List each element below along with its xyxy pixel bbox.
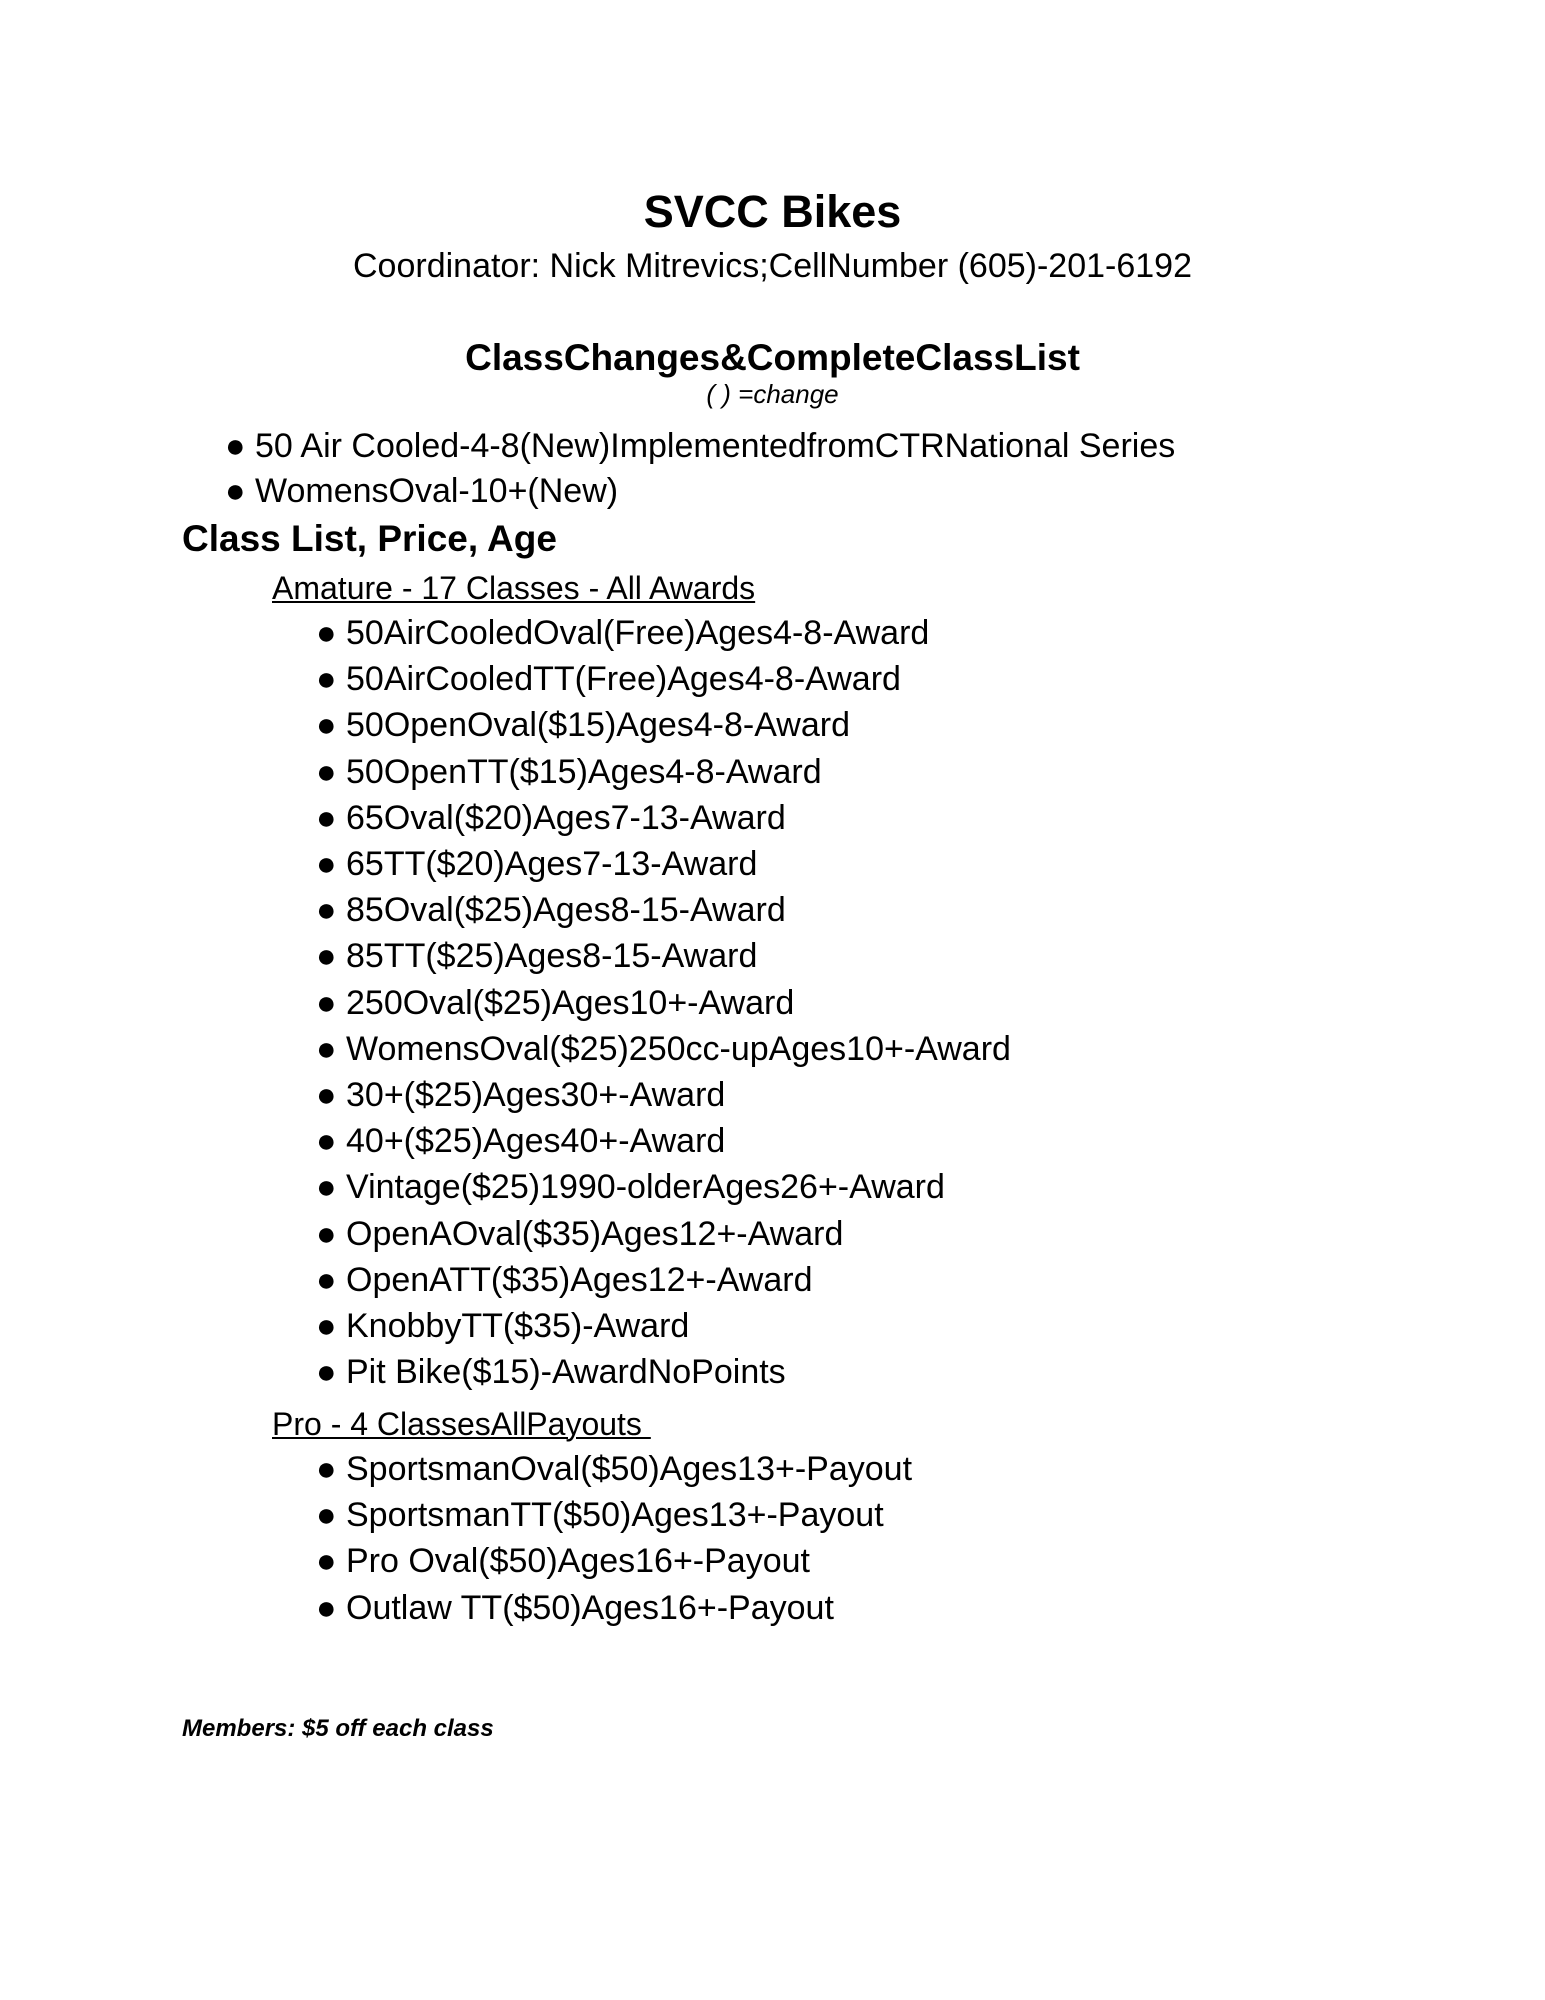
list-item-text: OpenAOval($35)Ages12+-Award (346, 1214, 844, 1253)
amateur-group-heading: Amature - 17 Classes - All Awards (272, 570, 756, 606)
list-item-text: 85Oval($25)Ages8-15-Award (346, 891, 786, 930)
list-item (316, 656, 1011, 702)
bullet-icon: ● (316, 706, 337, 745)
list-item-text: 50AirCooledOval(Free)Ages4-8-Award (346, 614, 930, 652)
bullet-icon: ● (316, 1307, 337, 1346)
list-item (316, 887, 1011, 933)
list-item-text: Outlaw TT($50)Ages16+-Payout (346, 1588, 834, 1627)
list-item (316, 933, 1011, 979)
list-item-text: WomensOval-10+(New) (255, 472, 619, 510)
class-changes-list (225, 424, 1175, 514)
list-item-text: WomensOval($25)250cc-upAges10+-Award (346, 1029, 1011, 1068)
class-list-heading: Class List, Price, Age (182, 518, 557, 559)
bullet-icon: ● (316, 1588, 337, 1627)
list-item-text: 250Oval($25)Ages10+-Award (346, 983, 795, 1022)
list-item-text: Vintage($25)1990-olderAges26+-Award (346, 1168, 945, 1207)
bullet-icon: ● (316, 614, 337, 652)
coordinator-line: Coordinator: Nick Mitrevics;CellNumber (605)-201-6192 (353, 247, 1192, 285)
bullet-icon: ● (316, 798, 337, 837)
list-item-text: Pit Bike($15)-AwardNoPoints (346, 1353, 786, 1392)
list-item-text: OpenATT($35)Ages12+-Award (346, 1260, 813, 1299)
list-item (316, 1538, 912, 1584)
list-item (316, 1072, 1011, 1118)
list-item (316, 749, 1011, 795)
list-item-text: SportsmanOval($50)Ages13+-Payout (346, 1450, 913, 1488)
bullet-icon: ● (225, 472, 246, 510)
list-item-text: 65Oval($20)Ages7-13-Award (346, 798, 786, 837)
bullet-icon: ● (316, 1496, 337, 1535)
bullet-icon: ● (316, 1353, 337, 1392)
list-item (316, 1164, 1011, 1210)
list-item (316, 1026, 1011, 1072)
list-item (316, 795, 1011, 841)
change-legend-note: ( ) =change (706, 379, 839, 409)
list-item-text: 50OpenTT($15)Ages4-8-Award (346, 752, 822, 791)
bullet-icon: ● (316, 1029, 337, 1068)
bullet-icon: ● (316, 1542, 337, 1581)
bullet-icon: ● (316, 1260, 337, 1299)
list-item (316, 1118, 1011, 1164)
list-item-text: 50 Air Cooled-4-8(New)ImplementedfromCTRNational Series (255, 427, 1176, 465)
list-item (316, 702, 1011, 748)
list-item (316, 610, 1011, 656)
list-item (316, 1349, 1011, 1395)
list-item-text: 40+($25)Ages40+-Award (346, 1122, 726, 1161)
list-item-text: 50AirCooledTT(Free)Ages4-8-Award (346, 660, 901, 699)
list-item (225, 424, 1175, 469)
class-changes-title: ClassChanges&CompleteClassList (465, 337, 1080, 378)
bullet-icon: ● (316, 660, 337, 699)
list-item-text: 30+($25)Ages30+-Award (346, 1076, 726, 1115)
bullet-icon: ● (316, 1122, 337, 1161)
list-item (316, 1257, 1011, 1303)
pro-class-list (316, 1446, 912, 1631)
list-item (316, 980, 1011, 1026)
bullet-icon: ● (316, 752, 337, 791)
bullet-icon: ● (316, 1168, 337, 1207)
bullet-icon: ● (316, 937, 337, 976)
list-item (316, 1446, 912, 1492)
amateur-class-list (316, 610, 1011, 1395)
list-item (316, 1211, 1011, 1257)
bullet-icon: ● (316, 983, 337, 1022)
members-discount-note: Members: $5 off each class (182, 1715, 494, 1742)
list-item (316, 841, 1011, 887)
list-item-text: KnobbyTT($35)-Award (346, 1307, 690, 1346)
list-item-text: SportsmanTT($50)Ages13+-Payout (346, 1496, 884, 1535)
bullet-icon: ● (225, 427, 246, 465)
bullet-icon: ● (316, 1214, 337, 1253)
bullet-icon: ● (316, 1076, 337, 1115)
bullet-icon: ● (316, 1450, 337, 1488)
bullet-icon: ● (316, 891, 337, 930)
list-item (316, 1303, 1011, 1349)
bullet-icon: ● (316, 845, 337, 884)
list-item (225, 469, 1175, 514)
list-item-text: 50OpenOval($15)Ages4-8-Award (346, 706, 850, 745)
list-item (316, 1585, 912, 1631)
list-item-text: Pro Oval($50)Ages16+-Payout (346, 1542, 810, 1581)
list-item (316, 1492, 912, 1538)
list-item-text: 85TT($25)Ages8-15-Award (346, 937, 758, 976)
list-item-text: 65TT($20)Ages7-13-Award (346, 845, 758, 884)
pro-group-heading: Pro - 4 ClassesAllPayouts (272, 1406, 651, 1442)
page-title: SVCC Bikes (643, 186, 902, 237)
